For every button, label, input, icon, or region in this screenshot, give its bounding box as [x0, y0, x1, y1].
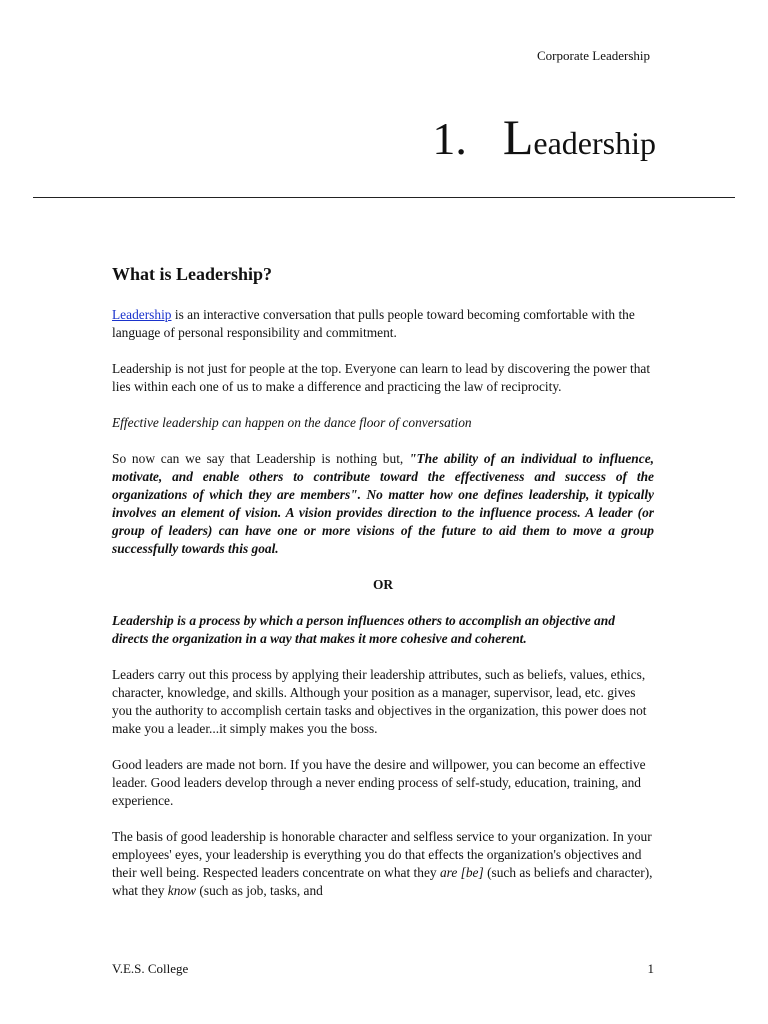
- paragraph-4: [112, 450, 654, 558]
- paragraph-4-text: So now can we say that Leadership is nothing but,: [112, 451, 410, 466]
- paragraph-8: [112, 828, 654, 900]
- paragraph-8-text-b: (such as beliefs and character), what they: [112, 865, 653, 898]
- chapter-title: [432, 109, 656, 165]
- paragraph-8-text-c: (such as job, tasks, and: [196, 883, 323, 898]
- paragraph-5: [112, 612, 654, 648]
- paragraph-2: Leadership is not just for people at the top. Everyone can learn to lead by discovering the power that lies within each one of us to make a difference and practicing the law of reciprocity.: [112, 361, 651, 394]
- leadership-link[interactable]: Leadership: [112, 307, 172, 322]
- page-body: [112, 262, 654, 918]
- header-rule: [33, 197, 735, 198]
- paragraph-8-em-know: know: [167, 883, 197, 898]
- chapter-number: 1.: [432, 113, 467, 164]
- paragraph-1: [112, 306, 654, 342]
- paragraph-3-text: Effective leadership can happen on the dance floor of conversation: [112, 415, 472, 430]
- paragraph-3: [112, 414, 654, 432]
- paragraph-6: Leaders carry out this process by applying their leadership attributes, such as beliefs, values, ethics, character, knowledge, and skills. Although your position as a manager, supervisor, lead, etc. gives you the authority to accomplish certain tasks and objectives in the organization, this power does not make you a leader...it simply makes you the boss.: [112, 667, 647, 736]
- paragraph-7: Good leaders are made not born. If you have the desire and willpower, you can become an effective leader. Good leaders develop through a never ending process of self-study, education, training, and experience.: [112, 757, 646, 808]
- chapter-title-initial: L: [502, 109, 534, 165]
- chapter-title-rest: eadership: [533, 125, 656, 161]
- footer-college: V.E.S. College: [112, 961, 189, 976]
- section-heading: What is Leadership?: [112, 264, 273, 284]
- definition-quote: "The ability of an individual to influence, motivate, and enable others to contribute toward the effectiveness and success of the organizations of which they are members". No matter how one defines leadership, it typically involves an element of vision. A vision provides direction to the influence process. A leader (or group of leaders) can have one or more visions of the future to aid them to move a group successfully towards this goal.: [112, 451, 654, 556]
- paragraph-8-em-be: are [be]: [439, 865, 484, 880]
- paragraph-5-text: Leadership is a process by which a person influences others to accomplish an objective and directs the organization in a way that makes it more cohesive and coherent.: [112, 613, 615, 646]
- paragraph-1-text: is an interactive conversation that pulls people toward becoming comfortable with the language of personal responsibility and commitment.: [112, 307, 635, 340]
- page-number: 1: [647, 961, 654, 976]
- or-separator: OR: [372, 577, 394, 592]
- paragraph-8-text-a: The basis of good leadership is honorable character and selfless service to your organization. In your employees' eyes, your leadership is everything you do that effects the organization's objectives and their well being. Respected leaders concentrate on what they: [112, 829, 652, 880]
- running-header: Corporate Leadership: [537, 48, 650, 63]
